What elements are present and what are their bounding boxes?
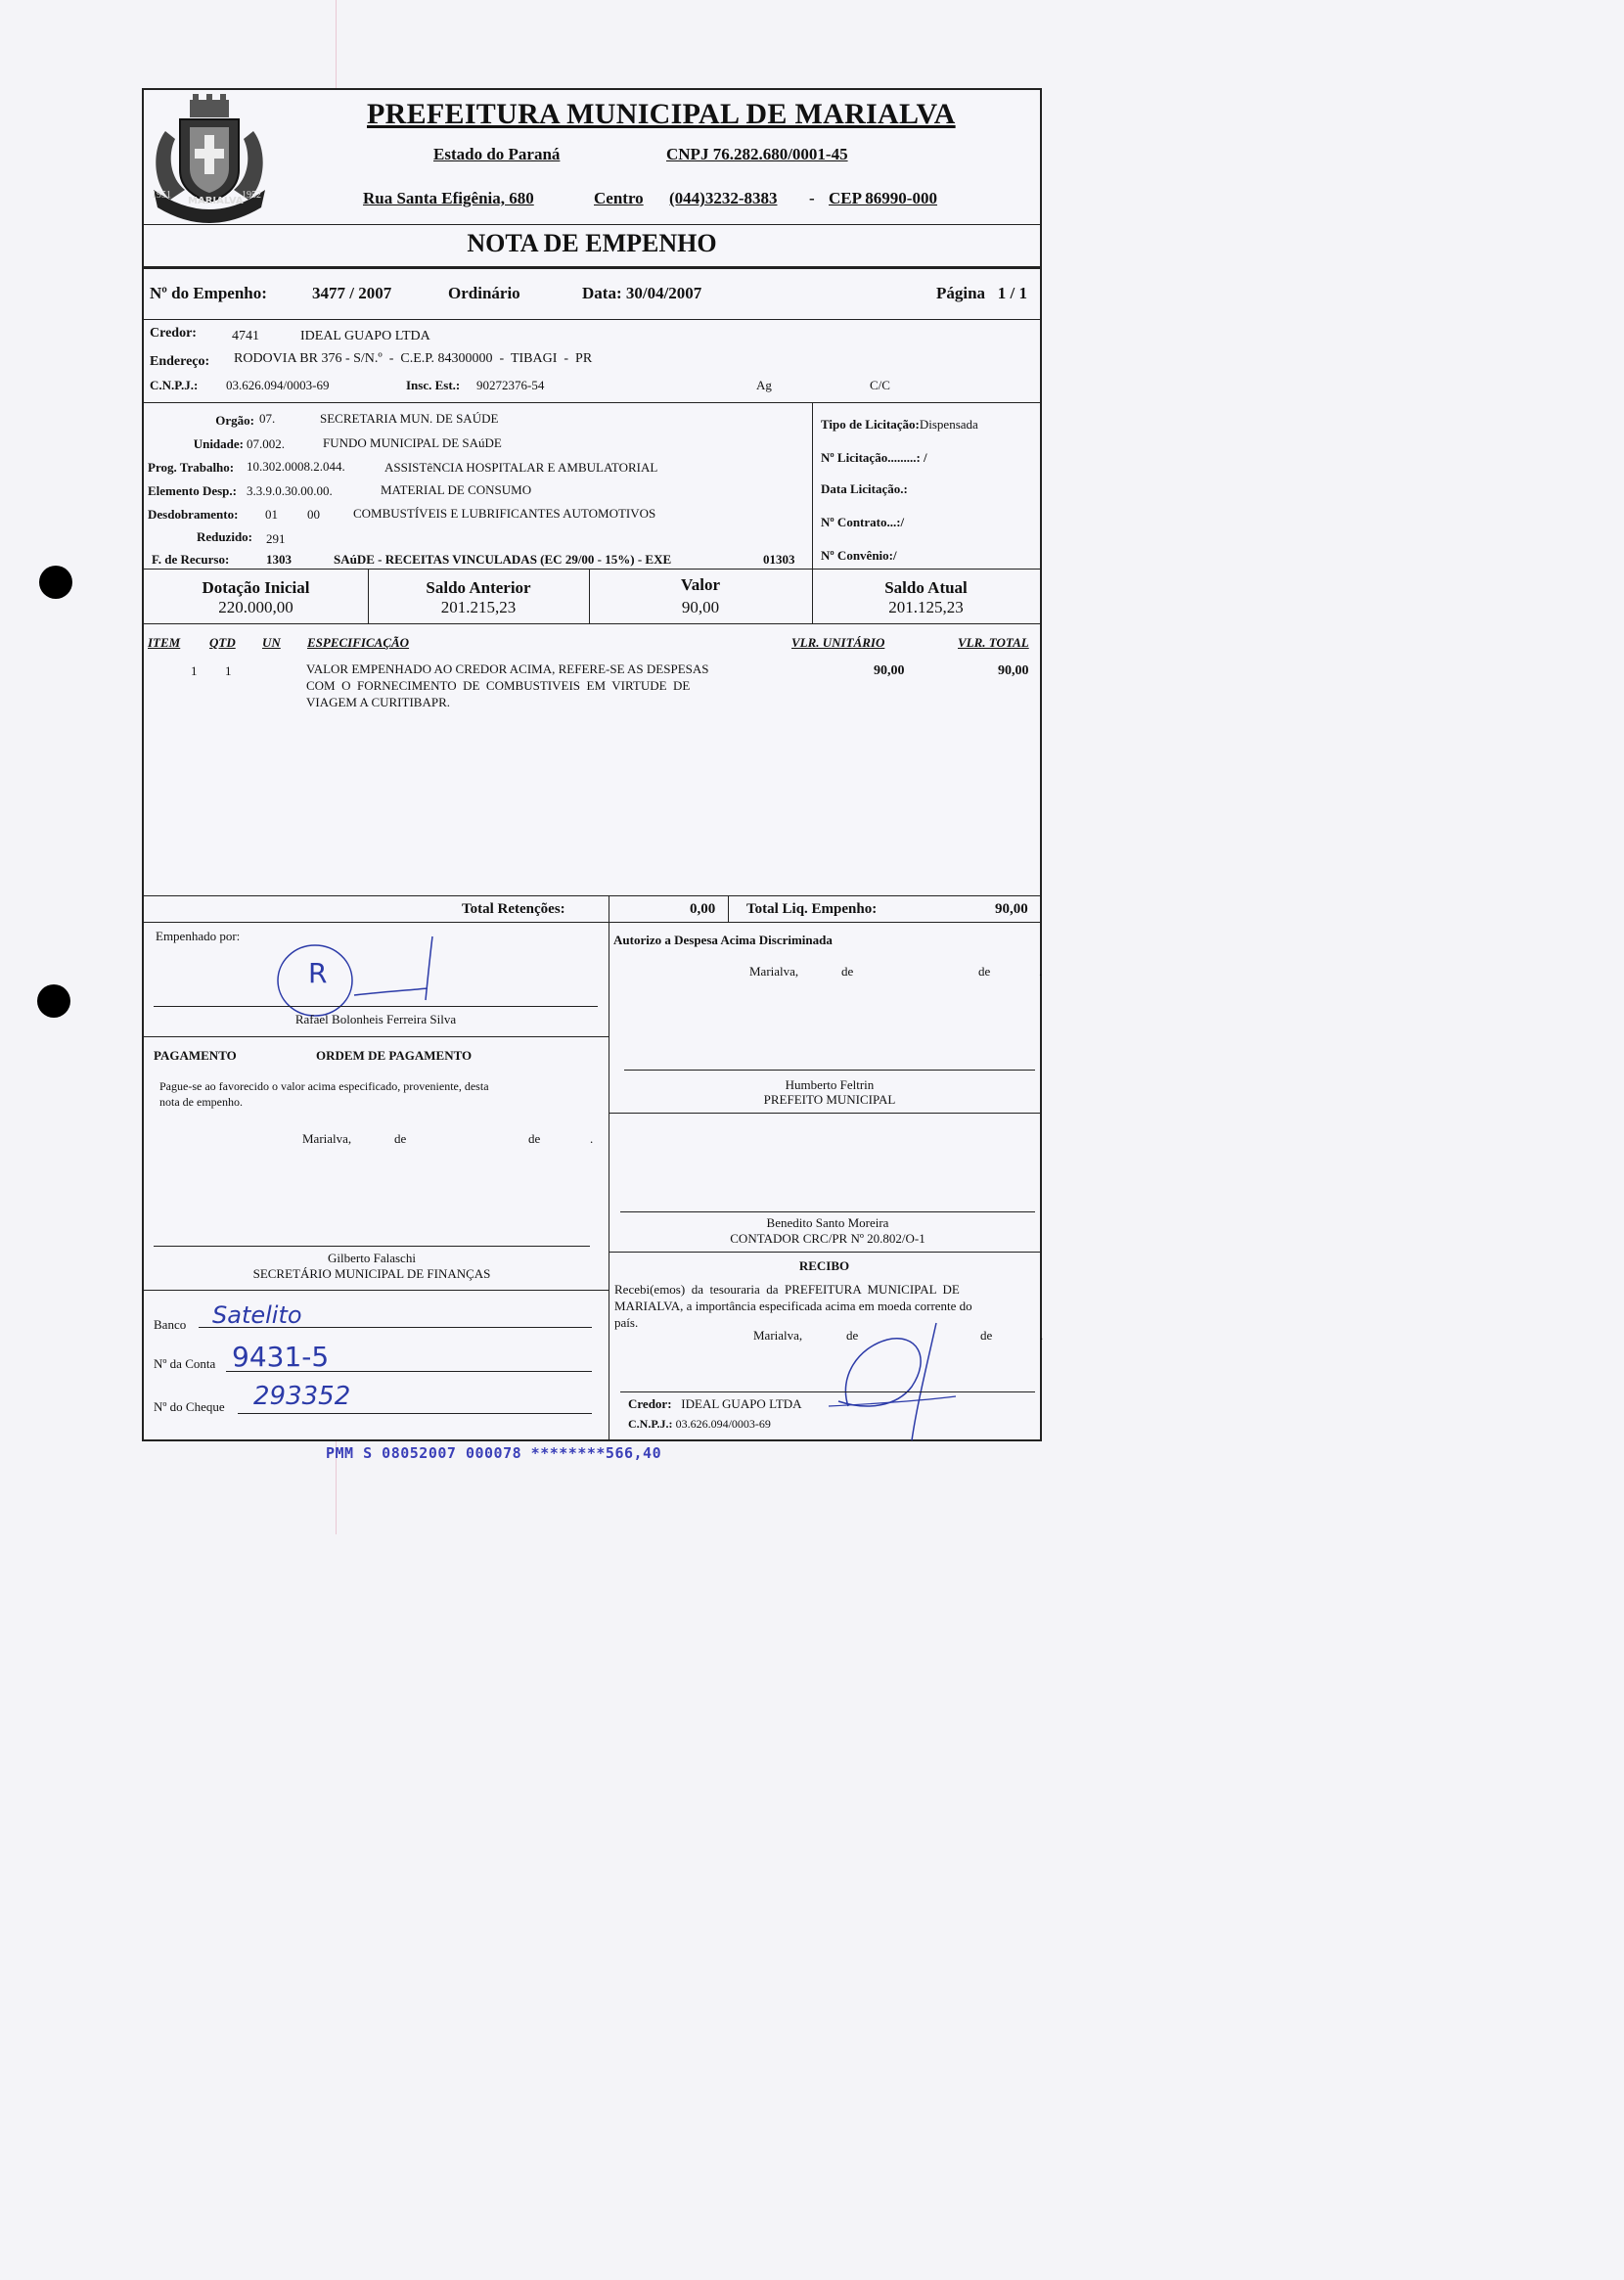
punch-hole-top [39,566,72,599]
col-vlr-unitario: VLR. UNITÁRIO [791,635,885,650]
item-desc-line-2: COM O FORNECIMENTO DE COMBUSTIVEIS EM VIRTUDE DE [306,678,691,693]
valor-label: Valor [681,575,720,594]
divider [144,402,1040,403]
recibo-texto-2: MARIALVA, a importância especificada acima em moeda corrente do [614,1299,972,1313]
item-desc-line-1: VALOR EMPENHADO AO CREDOR ACIMA, REFERE-SE AS DESPESAS [306,661,709,676]
seal-year-left: 1951 [152,190,171,201]
total-liquido-value: 90,00 [995,901,1028,917]
col-especificacao: ESPECIFICAÇÃO [307,635,410,650]
seal-ribbon-text: MARIALVA [188,196,244,206]
total-retencoes-label: Total Retenções: [462,901,565,917]
dotacao-inicial-value: 220.000,00 [218,598,293,616]
banco-label: Banco [154,1317,187,1332]
signature-recibo [819,1318,966,1445]
divider [144,1036,609,1037]
autorizo-label: Autorizo a Despesa Acima Discriminada [613,933,833,947]
signature-line [154,1246,590,1247]
empenhado-nome: Rafael Bolonheis Ferreira Silva [294,1012,457,1026]
divider [144,922,1040,923]
divider [144,569,1040,570]
divider [144,266,1040,269]
conta-value: 9431-5 [232,1341,330,1373]
col-un: UN [262,635,281,650]
header-centro: Centro [594,189,644,207]
credor-insc: 90272376-54 [476,378,545,392]
licitacao-numero: Nº Licitação.........: / [821,450,927,465]
field-line [199,1327,592,1328]
credor-insc-label: Insc. Est.: [406,378,461,392]
empenhado-label: Empenhado por: [156,929,241,943]
credor-endereco: RODOVIA BR 376 - S/N.º - C.E.P. 84300000 - TIBAGI - PR [234,351,593,366]
unidade-code: 07.002. [247,436,285,451]
header-endereco: Rua Santa Efigênia, 680 [363,189,534,207]
bank-stamp: PMM S 08052007 000078 ********566,40 [326,1444,662,1462]
pagamento-cidade: Marialva, [302,1131,352,1146]
credor-codigo: 4741 [232,329,259,343]
saldo-atual-value: 201.125,23 [888,598,964,616]
secretario-cargo: SECRETÁRIO MUNICIPAL DE FINANÇAS [252,1266,491,1281]
licitacao-tipo: Tipo de Licitação:Dispensada [821,417,978,432]
signature-empenhado-letter: R [308,957,328,989]
saldo-atual-label: Saldo Atual [884,578,968,597]
saldo-anterior-value: 201.215,23 [440,598,517,616]
licitacao-convenio: Nº Convênio:/ [821,548,897,563]
header-cep: CEP 86990-000 [829,189,937,207]
recibo-texto-3: país. [614,1315,639,1330]
divider [728,895,729,922]
signature-line [620,1211,1035,1212]
field-line [238,1413,592,1414]
signature-line [154,1006,598,1007]
dotacao-inicial-label: Dotação Inicial [202,578,310,597]
prefeito-nome: Humberto Feltrin [785,1077,875,1092]
nota-de-empenho-form [142,88,1042,1441]
pagamento-label: PAGAMENTO [154,1048,237,1063]
secretario-nome: Gilberto Falaschi [328,1251,416,1265]
credor-cnpj-label: C.N.P.J.: [150,378,199,392]
signature-line [624,1070,1035,1071]
banco-value: Satelito [212,1301,302,1329]
autorizo-de-1: de [841,964,854,979]
col-qtd: QTD [209,635,236,650]
licitacao-data: Data Licitação.: [821,481,908,496]
empenho-tipo: Ordinário [448,284,520,302]
valor-value: 90,00 [681,598,720,616]
divider [144,895,1040,896]
header-estado: Estado do Paraná [433,145,561,163]
credor-nome: IDEAL GUAPO LTDA [300,329,430,343]
recibo-label: RECIBO [798,1258,850,1273]
item-desc-line-3: VIAGEM A CURITIBAPR. [306,695,450,709]
divider [144,1290,609,1291]
conta-label: Nº da Conta [154,1356,216,1371]
orgao-desc: SECRETARIA MUN. DE SAÚDE [320,411,499,426]
autorizo-dot: . [1039,964,1043,979]
contador-nome: Benedito Santo Moreira [766,1215,889,1230]
divider [609,1252,1040,1253]
recibo-texto-1: Recebi(emos) da tesouraria da PREFEITURA MUNICIPAL DE [614,1282,960,1297]
prog-code: 10.302.0008.2.044. [247,459,345,474]
divider [609,1113,1040,1114]
punch-hole-bottom [37,984,70,1018]
elem-desc: MATERIAL DE CONSUMO [381,482,532,497]
empenho-data: Data: 30/04/2007 [582,284,702,302]
divider [812,402,813,569]
header-telefone: (044)3232-8383 [669,189,778,207]
credor-endereco-label: Endereço: [150,354,210,369]
recurso-code-2: 01303 [763,552,795,567]
prog-desc: ASSISTêNCIA HOSPITALAR E AMBULATORIAL [384,460,658,475]
signature-line [620,1391,1035,1392]
autorizo-de-2: de [978,964,991,979]
col-item: ITEM [148,635,181,650]
empenho-label: Nº do Empenho: [150,284,267,302]
ordem-pagamento-label: ORDEM DE PAGAMENTO [316,1048,473,1063]
credor-cc: C/C [870,378,890,392]
desd-code-1: 01 [265,507,278,522]
reduzido-code: 291 [266,531,286,546]
pagamento-dot: . [590,1131,594,1146]
divider [144,623,1040,624]
orgao-label: Orgão: [215,413,254,428]
divider [144,319,1040,320]
header-sep: - [809,189,815,207]
recibo-de-1: de [846,1328,859,1343]
pagamento-de-1: de [394,1131,407,1146]
total-retencoes-value: 0,00 [690,901,716,917]
licitacao-contrato: Nº Contrato...:/ [821,515,905,529]
header-title: PREFEITURA MUNICIPAL DE MARIALVA [367,98,956,130]
recurso-code: 1303 [266,552,292,567]
empenho-pagina: Página 1 / 1 [936,284,1028,302]
elem-code: 3.3.9.0.30.00.00. [247,483,333,498]
desd-label: Desdobramento: [148,507,239,522]
credor-ag: Ag [756,378,772,392]
pagamento-de-2: de [528,1131,541,1146]
credor-cnpj: 03.626.094/0003-69 [226,378,330,392]
header-cnpj: CNPJ 76.282.680/0001-45 [666,145,848,163]
document-title: NOTA DE EMPENHO [467,229,717,257]
unidade-desc: FUNDO MUNICIPAL DE SAúDE [323,435,502,450]
orgao-code: 07. [259,411,276,426]
desd-desc: COMBUSTÍVEIS E LUBRIFICANTES AUTOMOTIVOS [353,506,656,521]
seal-year-right: 1952 [242,190,261,201]
prefeito-cargo: PREFEITO MUNICIPAL [763,1092,896,1107]
recibo-cidade: Marialva, [753,1328,803,1343]
recibo-cnpj: C.N.P.J.: 03.626.094/0003-69 [628,1417,771,1431]
col-vlr-total: VLR. TOTAL [958,635,1029,650]
pagamento-texto-1: Pague-se ao favorecido o valor acima especificado, proveniente, desta [159,1079,489,1093]
divider [144,224,1040,225]
unidade-label: Unidade: [193,436,244,451]
pagamento-texto-2: nota de empenho. [159,1095,243,1109]
total-liquido-label: Total Liq. Empenho: [746,901,878,917]
recibo-dot: . [1040,1328,1044,1343]
empenho-numero: 3477 / 2007 [312,284,392,302]
prog-label: Prog. Trabalho: [148,460,235,475]
credor-label: Credor: [150,326,197,341]
cheque-value: 293352 [253,1382,351,1411]
saldo-anterior-label: Saldo Anterior [426,578,531,597]
recurso-desc: SAúDE - RECEITAS VINCULADAS (EC 29/00 - 15%) - EXE [334,552,672,567]
recurso-label: F. de Recurso: [152,552,230,567]
cheque-label: Nº do Cheque [154,1399,225,1414]
item-vlr-total: 90,00 [998,663,1029,678]
desd-code-2: 00 [307,507,320,522]
elem-label: Elemento Desp.: [148,483,237,498]
field-line [226,1371,592,1372]
item-qtd: 1 [225,663,232,678]
contador-cargo: CONTADOR CRC/PR Nº 20.802/O-1 [730,1231,925,1246]
item-number: 1 [191,663,198,678]
item-vlr-unitario: 90,00 [874,663,905,678]
recibo-de-2: de [980,1328,993,1343]
autorizo-cidade: Marialva, [749,964,799,979]
reduzido-label: Reduzido: [196,529,252,544]
recibo-credor: Credor: IDEAL GUAPO LTDA [628,1396,802,1411]
